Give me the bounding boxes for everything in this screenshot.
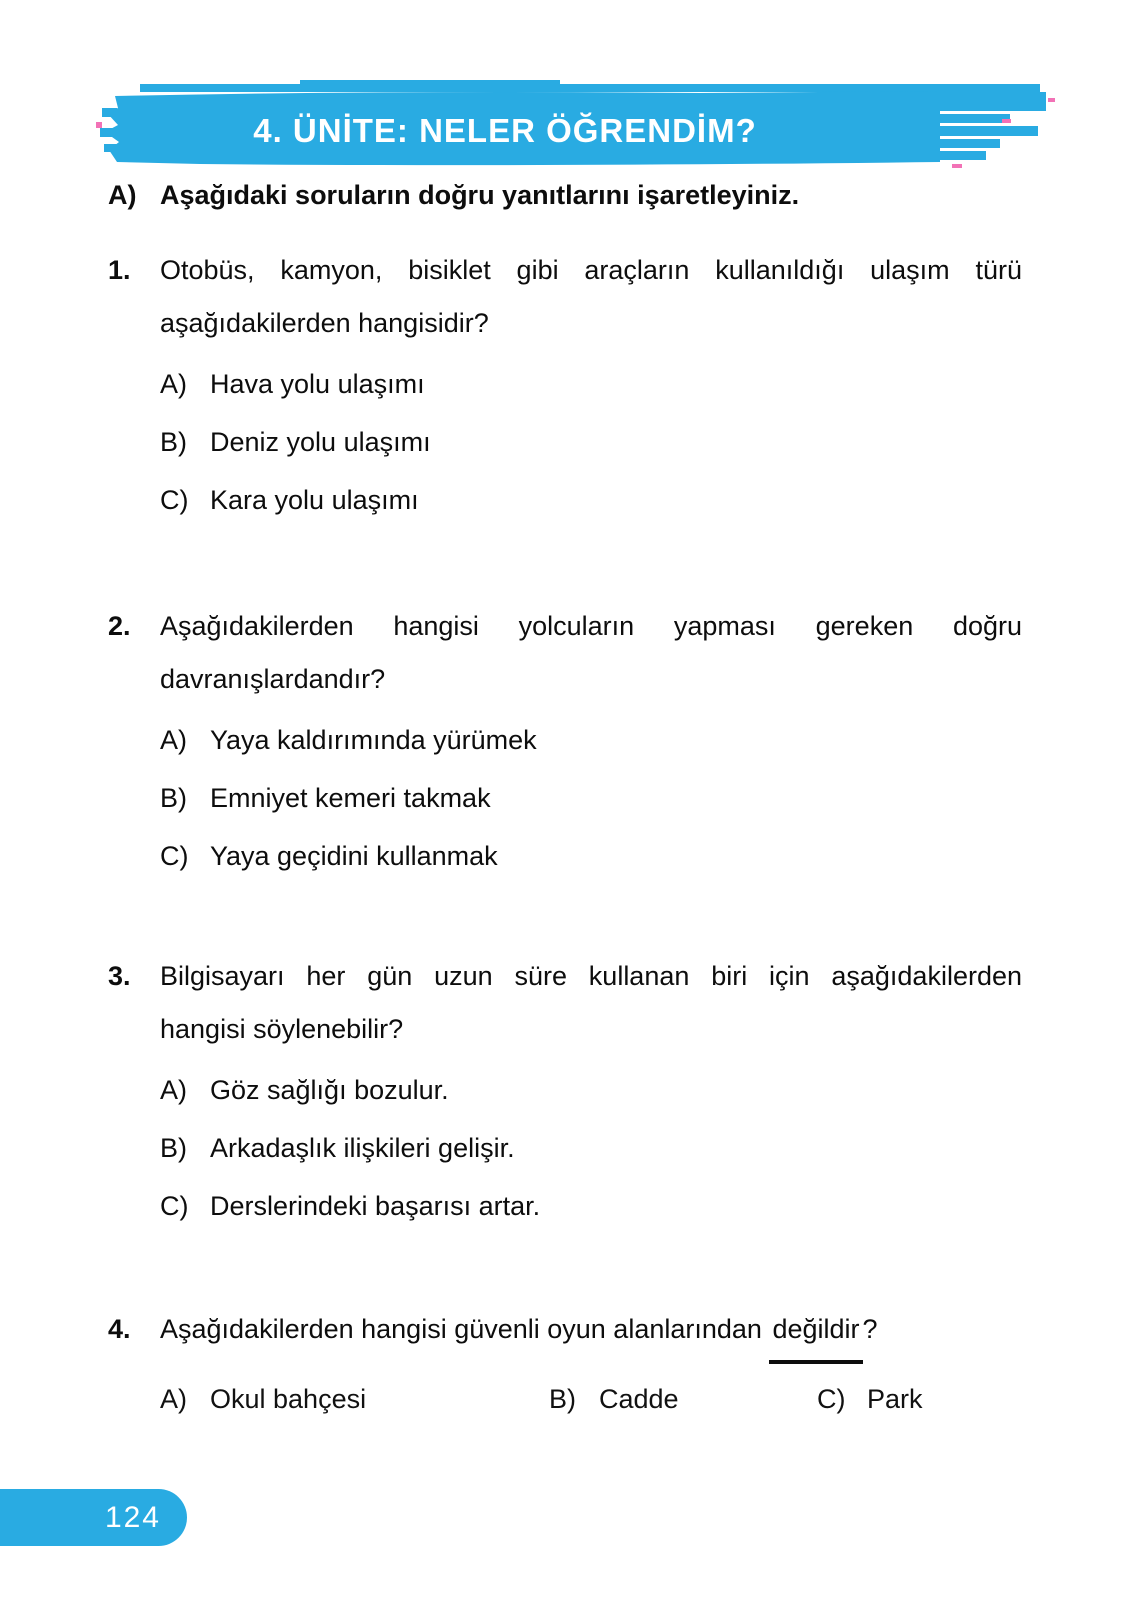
unit-title: 4. ÜNİTE: NELER ÖĞRENDİM?: [253, 112, 757, 149]
question-text-line: Otobüs, kamyon, bisiklet gibi araçların kullanıldığı ulaşım türü: [160, 255, 1022, 285]
option-letter: C): [817, 1384, 846, 1414]
question-text-line: aşağıdakilerden hangisidir?: [160, 308, 489, 338]
underlined-word: değildir: [769, 1303, 862, 1364]
option-b[interactable]: [160, 1119, 1022, 1177]
question-4: [108, 1303, 1022, 1428]
option-text: Yaya geçidini kullanmak: [210, 841, 498, 871]
question-1: [108, 244, 1022, 529]
instruction: [108, 173, 1028, 217]
option-b[interactable]: [549, 1370, 679, 1428]
option-letter: A): [160, 369, 187, 399]
option-text: Göz sağlığı bozulur.: [210, 1075, 449, 1105]
question-text-prefix: Aşağıdakilerden hangisi güvenli oyun alanlarından: [160, 1314, 770, 1344]
option-b[interactable]: [160, 769, 1022, 827]
option-letter: A): [160, 725, 187, 755]
page-number: 124: [104, 1501, 161, 1534]
question-2: [108, 600, 1022, 885]
question-text-line: [160, 1303, 1022, 1364]
page-number-badge: [0, 1489, 187, 1546]
option-letter: C): [160, 485, 189, 515]
option-letter: B): [160, 783, 187, 813]
option-text: Deniz yolu ulaşımı: [210, 427, 431, 457]
option-a[interactable]: [160, 355, 1022, 413]
option-letter: C): [160, 1191, 189, 1221]
option-text: Hava yolu ulaşımı: [210, 369, 425, 399]
question-text-line: Aşağıdakilerden hangisi yolcuların yapması gereken doğru: [160, 611, 1022, 641]
instruction-label: A): [108, 180, 137, 210]
option-letter: A): [160, 1384, 187, 1414]
option-letter: C): [160, 841, 189, 871]
option-text: Kara yolu ulaşımı: [210, 485, 419, 515]
option-letter: B): [160, 1133, 187, 1163]
option-text: Cadde: [599, 1384, 679, 1414]
option-text: Emniyet kemeri takmak: [210, 783, 491, 813]
option-a[interactable]: [160, 711, 1022, 769]
option-letter: B): [160, 427, 187, 457]
option-c[interactable]: [160, 827, 1022, 885]
option-c[interactable]: [160, 1177, 1022, 1235]
instruction-text: Aşağıdaki soruların doğru yanıtlarını işaretleyiniz.: [160, 180, 800, 210]
question-text-line: Bilgisayarı her gün uzun süre kullanan biri için aşağıdakilerden: [160, 961, 1022, 991]
option-letter: B): [549, 1384, 576, 1414]
option-c[interactable]: [160, 471, 1022, 529]
option-b[interactable]: [160, 413, 1022, 471]
question-number: 2.: [108, 611, 131, 641]
question-text-suffix: ?: [862, 1314, 878, 1344]
option-a[interactable]: [160, 1370, 366, 1428]
question-number: 4.: [108, 1314, 131, 1344]
option-text: Derslerindeki başarısı artar.: [210, 1191, 541, 1221]
question-number: 3.: [108, 961, 131, 991]
option-c[interactable]: [817, 1370, 923, 1428]
option-text: Yaya kaldırımında yürümek: [210, 725, 537, 755]
option-text: Okul bahçesi: [210, 1384, 367, 1414]
option-a[interactable]: [160, 1061, 1022, 1119]
option-text: Park: [867, 1384, 923, 1414]
question-text-line: davranışlardandır?: [160, 664, 386, 694]
option-text: Arkadaşlık ilişkileri gelişir.: [210, 1133, 515, 1163]
option-letter: A): [160, 1075, 187, 1105]
question-3: [108, 950, 1022, 1235]
question-number: 1.: [108, 255, 131, 285]
question-text-line: hangisi söylenebilir?: [160, 1014, 404, 1044]
